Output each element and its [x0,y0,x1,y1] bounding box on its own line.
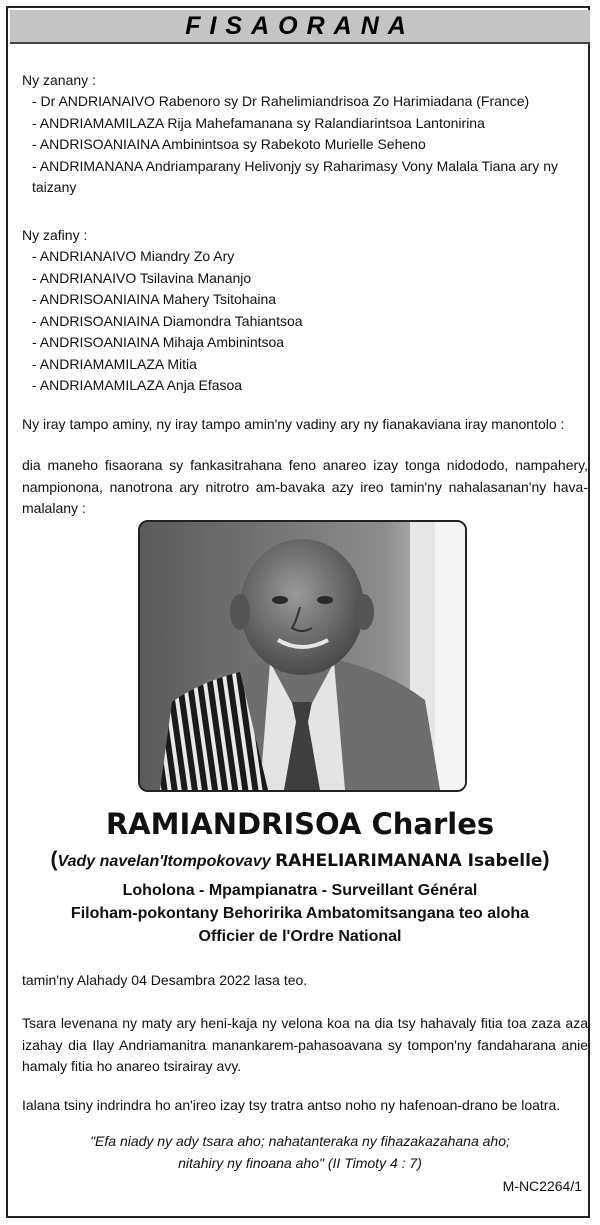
list-item: - Dr ANDRIANAIVO Rabenoro sy Dr Rahelimiandrisoa Zo Harimiadana (France) [32,93,530,109]
titles-block [0,879,600,948]
list-item: - ANDRISOANIAINA Ambinintsoa sy Rabekoto Murielle Seheno [32,136,426,152]
bible-quote [0,1131,600,1174]
quote-line: "Efa niady ny ady tsara aho; nahatanteraka ny fihazakazahana aho; [90,1133,510,1149]
intro-paragraph: dia maneho fisaorana sy fankasitrahana feno anareo izay tonga nidododo, nampahery, nampionona, nanotrona ary nitrotro am-bavaka azy ireo tamin'ny nahalasanan'ny hava-malalany : [22,457,588,516]
portrait-illustration [140,522,465,790]
page-title: FISAORANA [185,11,415,40]
list-item: - ANDRIANAIVO Tsilavina Mananjo [32,269,252,286]
title-line: Filoham-pokontany Behoririka Ambatomitsangana teo aloha [70,905,530,922]
paren-open: ( [50,848,58,871]
reference-code: M-NC2264/1 [502,1178,582,1194]
date-line: tamin'ny Alahady 04 Desambra 2022 lasa teo. [22,972,308,988]
paragraph-apology: Ialana tsiny indrindra ho an'ireo izay tsy tratra antso noho ny hafenoan-drano be loatra. [22,1097,561,1113]
list-item: - ANDRIANAIVO Miandry Zo Ary [32,248,235,264]
grandchildren-list [22,246,582,397]
list-item: - ANDRIAMAMILAZA Mitia [32,355,197,372]
spouse-line [0,848,600,874]
list-item: - ANDRIAMAMILAZA Anja Efasoa [32,377,243,393]
grandchildren-label: Ny zafiny : [22,227,88,243]
spouse-name: RAHELIARIMANANA Isabelle [275,851,543,871]
title-banner [10,10,590,44]
spouse-prefix: Vady navelan'Itompokovavy [57,853,276,870]
deceased-name: RAMIANDRISOA Charles [105,807,495,841]
list-item: - ANDRISOANIAINA Diamondra Tahiantsoa [32,312,303,329]
paragraph-gratitude: Tsara levenana ny maty ary heni-kaja ny velona koa na dia tsy hahavaly fitia toa zaza aza izahay dia Ilay Andriamanitra manankarem-pahasoavana sy tompon'ny fandaharana anie hamaly fitia ho anareo tsirairay avy. [22,1015,588,1074]
quote-line: nitahiry ny finoana aho" (II Timoty 4 : 7) [178,1154,422,1171]
children-label: Ny zanany : [22,72,96,88]
title-line: Loholona - Mpampianatra - Surveillant Général [122,882,478,899]
list-item: - ANDRIAMAMILAZA Rija Mahefamanana sy Ralandiarintsoa Lantonirina [32,114,485,131]
portrait-photo [138,520,467,792]
list-item: - ANDRISOANIAINA Mahery Tsitohaina [32,291,277,307]
children-list [22,91,592,199]
siblings-line: Ny iray tampo aminy, ny iray tampo amin'ny vadiny ary ny fianakaviana iray manontolo : [22,416,565,432]
list-item: - ANDRIMANANA Andriamparany Helivonjy sy Raharimasy Vony Malala Tiana ary ny taizany [32,157,558,195]
paren-close: ) [542,848,550,871]
title-line: Officier de l'Ordre National [198,928,402,945]
list-item: - ANDRISOANIAINA Mihaja Ambinintsoa [32,334,285,350]
